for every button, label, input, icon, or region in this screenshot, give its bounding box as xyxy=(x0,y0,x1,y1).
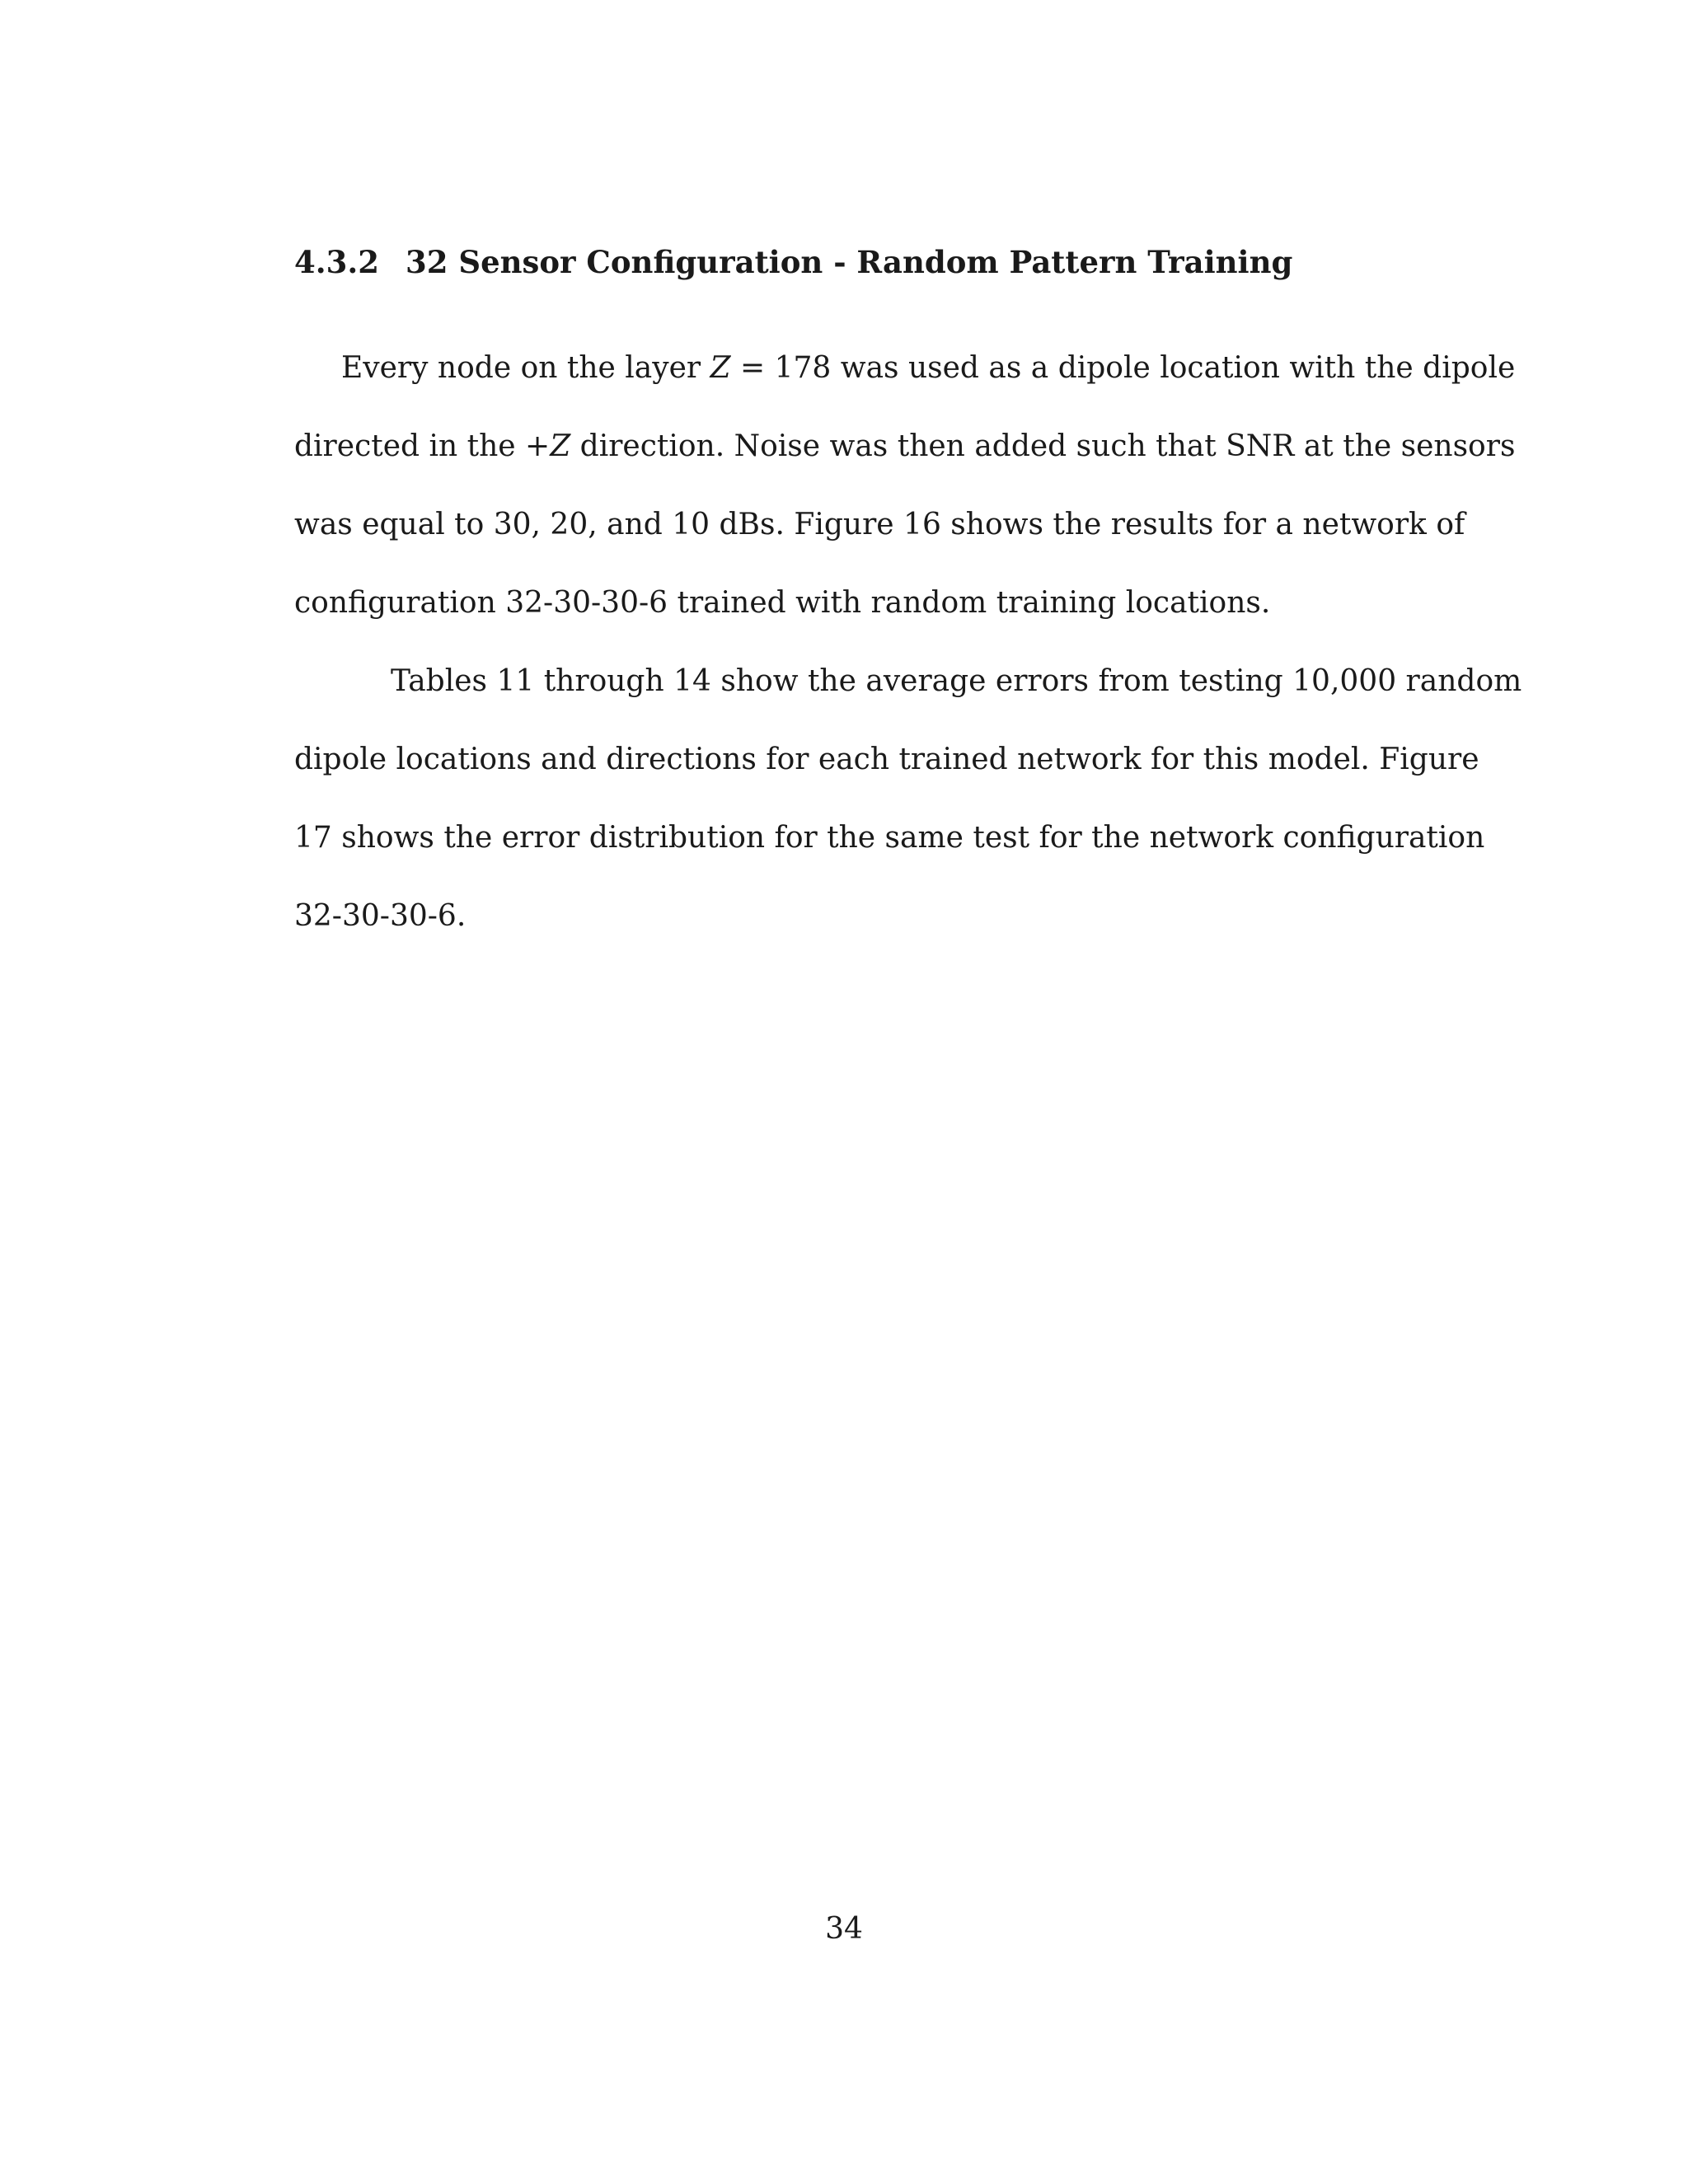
paragraph-1-line-3: was equal to 30, 20, and 10 dBs. Figure 16 shows the results for a network of xyxy=(294,508,1465,541)
paragraph-2-line-4: 32-30-30-6. xyxy=(294,899,467,933)
text-run: = 178 was used as a dipole location with the dipole xyxy=(730,351,1516,385)
math-variable: Z xyxy=(550,429,571,463)
text-run: directed in the + xyxy=(294,429,551,463)
section-number: 4.3.2 xyxy=(294,244,379,280)
paragraph-1-line-1 xyxy=(341,350,1516,387)
text-run: Every node on the layer xyxy=(341,351,710,385)
paragraph-2-line-3: 17 shows the error distribution for the same test for the network configuration xyxy=(294,821,1485,855)
section-title: 32 Sensor Configuration - Random Pattern Training xyxy=(406,244,1293,280)
math-variable: Z xyxy=(710,351,731,385)
page-number: 34 xyxy=(825,1912,863,1946)
paragraph-2-line-2: dipole locations and directions for each trained network for this model. Figure xyxy=(294,743,1479,776)
section-heading xyxy=(294,244,1448,280)
text-run: direction. Noise was then added such that SNR at the sensors xyxy=(570,429,1516,463)
paragraph-1-line-4: configuration 32-30-30-6 trained with random training locations. xyxy=(294,586,1271,620)
paragraph-1-line-2 xyxy=(294,429,1516,465)
paragraph-2-line-1: Tables 11 through 14 show the average errors from testing 10,000 random xyxy=(391,664,1522,698)
